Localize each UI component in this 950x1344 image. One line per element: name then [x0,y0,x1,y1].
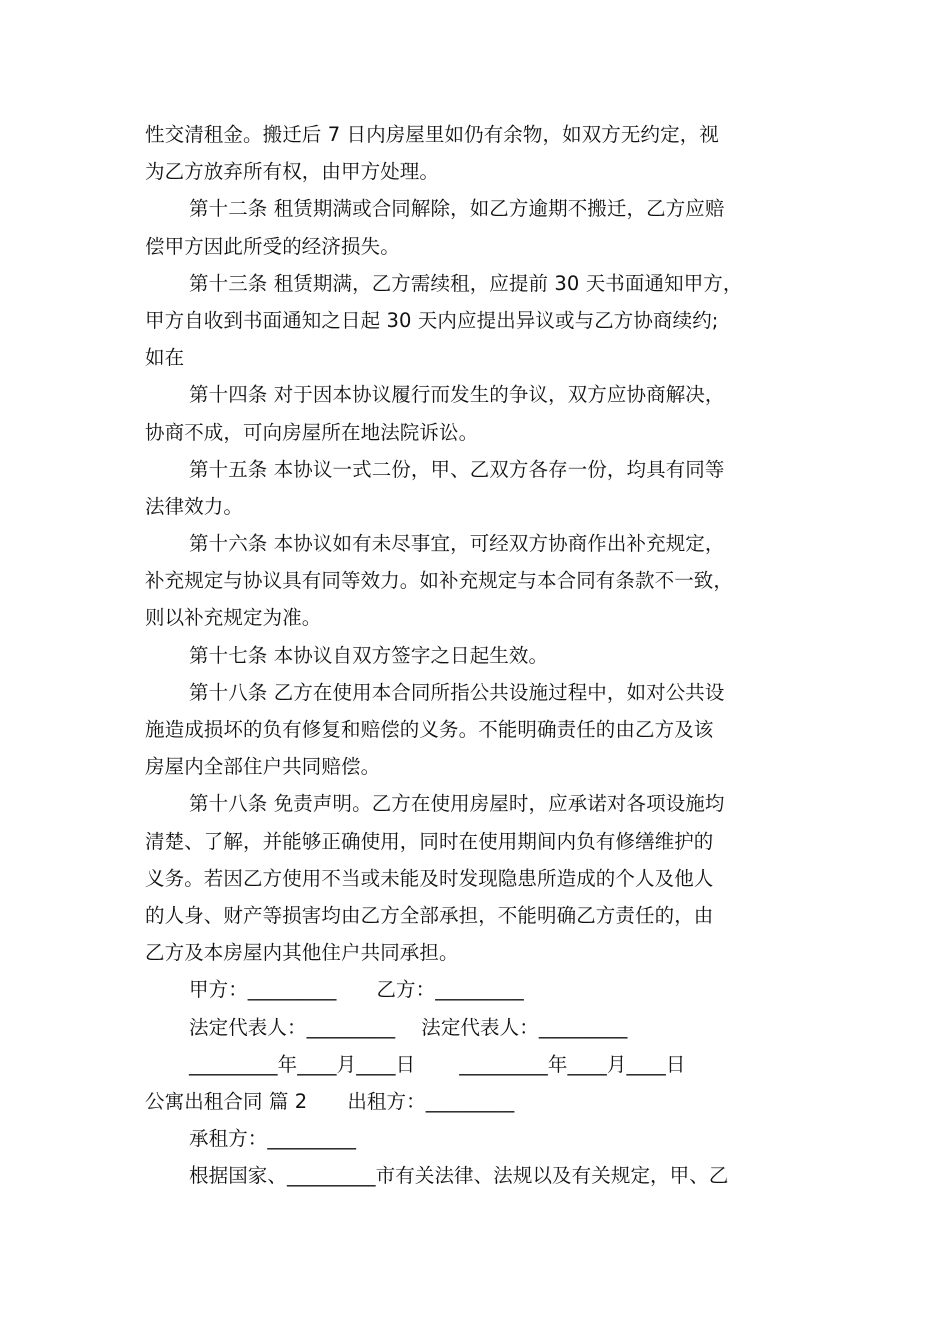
paragraph-line: 清楚、了解，并能够正确使用，同时在使用期间内负有修缮维护的 [145,829,714,853]
document-body [145,116,810,1194]
article-16-line: 第十六条 本协议如有未尽事宜，可经双方协商作出补充规定， [189,532,725,556]
signature-parties-line [145,971,810,1008]
party-b-date: _________年____月____日 [459,1052,686,1076]
article-18-disclaimer-line: 第十八条 免责声明。乙方在使用房屋时，应承诺对各项设施均 [189,792,725,816]
article-13-line: 第十三条 租赁期满，乙方需续租，应提前 30 天书面通知甲方， [189,271,743,295]
party-a-representative: 法定代表人：_________ [189,1015,396,1039]
paragraph-line: 甲方自收到书面通知之日起 30 天内应提出异议或与乙方协商续约; [145,308,719,332]
party-a-date: _________年____月____日 [189,1052,416,1076]
paragraph-line: 乙方及本房屋内其他住户共同承担。 [145,941,459,965]
section-2-title: 公寓出租合同 篇 2 [145,1089,308,1113]
paragraph-line: 房屋内全部住户共同赔偿。 [145,755,381,779]
section-2-opening-line: 根据国家、_________市有关法律、法规以及有关规定，甲、乙 [189,1164,729,1188]
paragraph-line: 补充规定与协议具有同等效力。如补充规定与本合同有条款不一致， [145,569,734,593]
paragraph-line: 协商不成，可向房屋所在地法院诉讼。 [145,420,479,444]
paragraph-line: 法律效力。 [145,494,244,518]
paragraph-line: 义务。若因乙方使用不当或未能及时发现隐患所造成的个人及他人 [145,866,714,890]
paragraph-line: 性交清租金。搬迁后 7 日内房屋里如仍有余物，如双方无约定，视 [145,123,719,146]
paragraph-line: 则以补充规定为准。 [145,606,322,630]
paragraph-line: 为乙方放弃所有权，由甲方处理。 [145,160,440,184]
article-15-line: 第十五条 本协议一式二份，甲、乙双方各存一份，均具有同等 [189,457,725,481]
article-17-line: 第十七条 本协议自双方签字之日起生效。 [189,643,549,667]
paragraph-line: 施造成损坏的负有修复和赔偿的义务。不能明确责任的由乙方及该 [145,718,714,741]
party-b-signature: 乙方：_________ [376,978,524,1002]
signature-dates-line [145,1046,810,1083]
party-b-representative: 法定代表人：_________ [421,1015,628,1039]
paragraph-line: 的人身、财产等损害均由乙方全部承担，不能明确乙方责任的，由 [145,903,714,927]
lessee-field: 承租方：_________ [189,1127,357,1151]
party-a-signature: 甲方：_________ [189,978,337,1002]
signature-representatives-line [145,1009,810,1046]
paragraph-line: 如在 [145,346,185,370]
article-18-line: 第十八条 乙方在使用本合同所指公共设施过程中，如对公共设 [189,680,725,704]
section-2-title-line [145,1083,810,1120]
lessor-field: 出租方：_________ [347,1089,515,1113]
article-12-line: 第十二条 租赁期满或合同解除，如乙方逾期不搬迁，乙方应赔 [189,197,725,221]
paragraph-line: 偿甲方因此所受的经济损失。 [145,234,400,258]
article-14-line: 第十四条 对于因本协议履行而发生的争议，双方应协商解决， [189,383,725,407]
